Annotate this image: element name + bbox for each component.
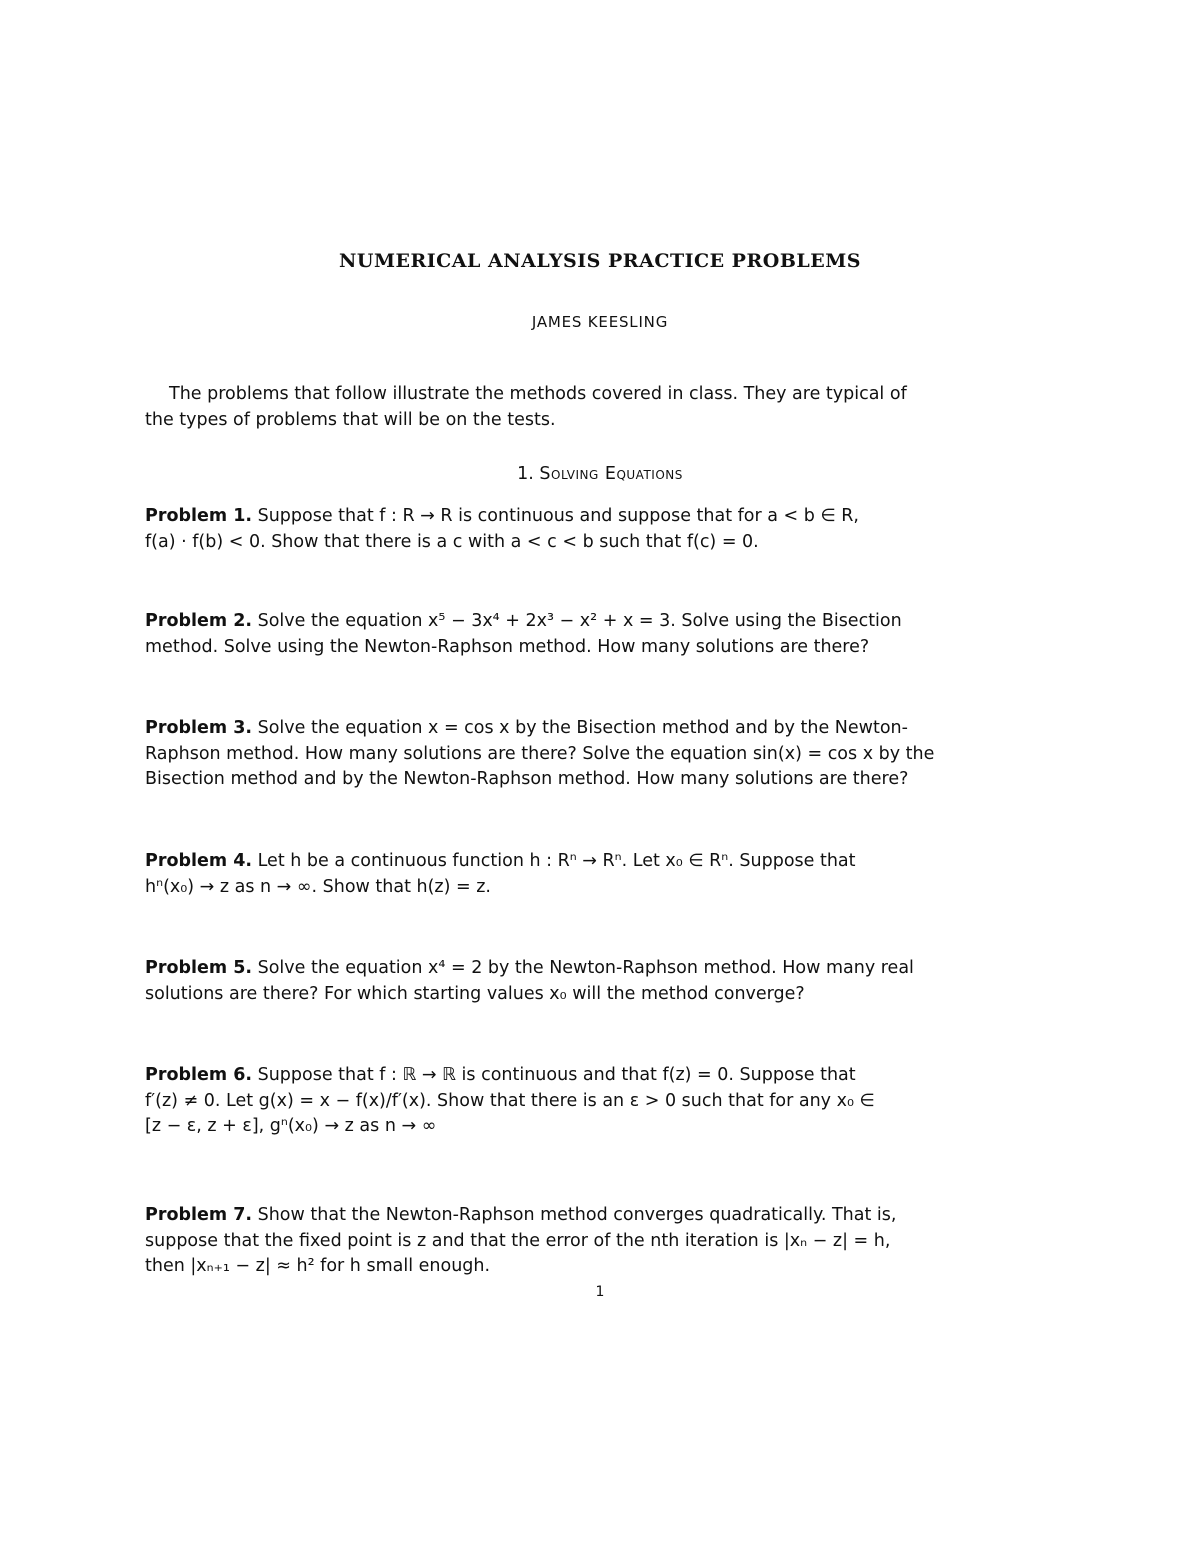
problem-text-line: solutions are there? For which starting values x₀ will the method converge? — [145, 983, 805, 1004]
problem-text-line: Solve the equation x⁴ = 2 by the Newton-Raphson method. How many real — [257, 958, 914, 978]
problem-text-line: f′(z) ≠ 0. Let g(x) = x − f(x)/f′(x). Show that there is an ε > 0 such that for any x₀ ∈ — [145, 1090, 875, 1111]
problem-text-line: Show that the Newton-Raphson method converges quadratically. That is, — [257, 1205, 897, 1225]
problem-text-line: Suppose that f : R → R is continuous and suppose that for a < b ∈ R, — [257, 506, 859, 526]
problem-1 — [145, 504, 985, 555]
problem-label: Problem 1. — [145, 506, 253, 526]
section-heading — [0, 464, 1200, 484]
intro-line: the types of problems that will be on the tests. — [145, 409, 556, 430]
problem-5 — [145, 956, 985, 1007]
problem-text-line: Bisection method and by the Newton-Raphson method. How many solutions are there? — [145, 769, 909, 789]
problem-7 — [145, 1203, 985, 1280]
problem-text-line: then |xₙ₊₁ − z| ≈ h² for h small enough. — [145, 1256, 491, 1276]
problem-text-line: hⁿ(x₀) → z as n → ∞. Show that h(z) = z. — [145, 876, 491, 897]
problem-text-line: Raphson method. How many solutions are there? Solve the equation sin(x) = cos x by the — [145, 743, 935, 764]
document-author: JAMES KEESLING — [531, 313, 669, 331]
section-number: 1. — [517, 464, 534, 484]
problem-text-line: Solve the equation x = cos x by the Bisection method and by the Newton- — [257, 718, 908, 738]
section-name: Solving Equations — [539, 464, 683, 484]
problem-text-line: Suppose that f : ℝ → ℝ is continuous and that f(z) = 0. Suppose that — [257, 1065, 856, 1085]
problem-label: Problem 5. — [145, 958, 253, 978]
intro-line: The problems that follow illustrate the methods covered in class. They are typical of — [169, 384, 907, 404]
problem-3 — [145, 716, 985, 793]
problem-label: Problem 4. — [145, 851, 253, 871]
document-title: NUMERICAL ANALYSIS PRACTICE PROBLEMS — [339, 250, 861, 272]
problem-text-line: [z − ε, z + ε], gⁿ(x₀) → z as n → ∞ — [145, 1116, 437, 1136]
problem-text-line: Solve the equation x⁵ − 3x⁴ + 2x³ − x² + x = 3. Solve using the Bisection — [257, 611, 902, 631]
problem-label: Problem 3. — [145, 718, 253, 738]
problem-text-line: suppose that the fixed point is z and that the error of the nth iteration is |xₙ − z| = h, — [145, 1230, 891, 1251]
problem-label: Problem 2. — [145, 611, 253, 631]
problem-text-line: f(a) · f(b) < 0. Show that there is a c with a < c < b such that f(c) = 0. — [145, 531, 759, 552]
page-number: 1 — [595, 1284, 605, 1300]
problem-2 — [145, 609, 985, 660]
problem-text-line: Let h be a continuous function h : Rⁿ → Rⁿ. Let x₀ ∈ Rⁿ. Suppose that — [257, 851, 856, 871]
intro-paragraph — [145, 382, 985, 433]
problem-label: Problem 6. — [145, 1065, 253, 1085]
problem-6 — [145, 1063, 985, 1140]
problem-4 — [145, 849, 985, 900]
problem-label: Problem 7. — [145, 1205, 253, 1225]
problem-text-line: method. Solve using the Newton-Raphson method. How many solutions are there? — [145, 636, 870, 657]
